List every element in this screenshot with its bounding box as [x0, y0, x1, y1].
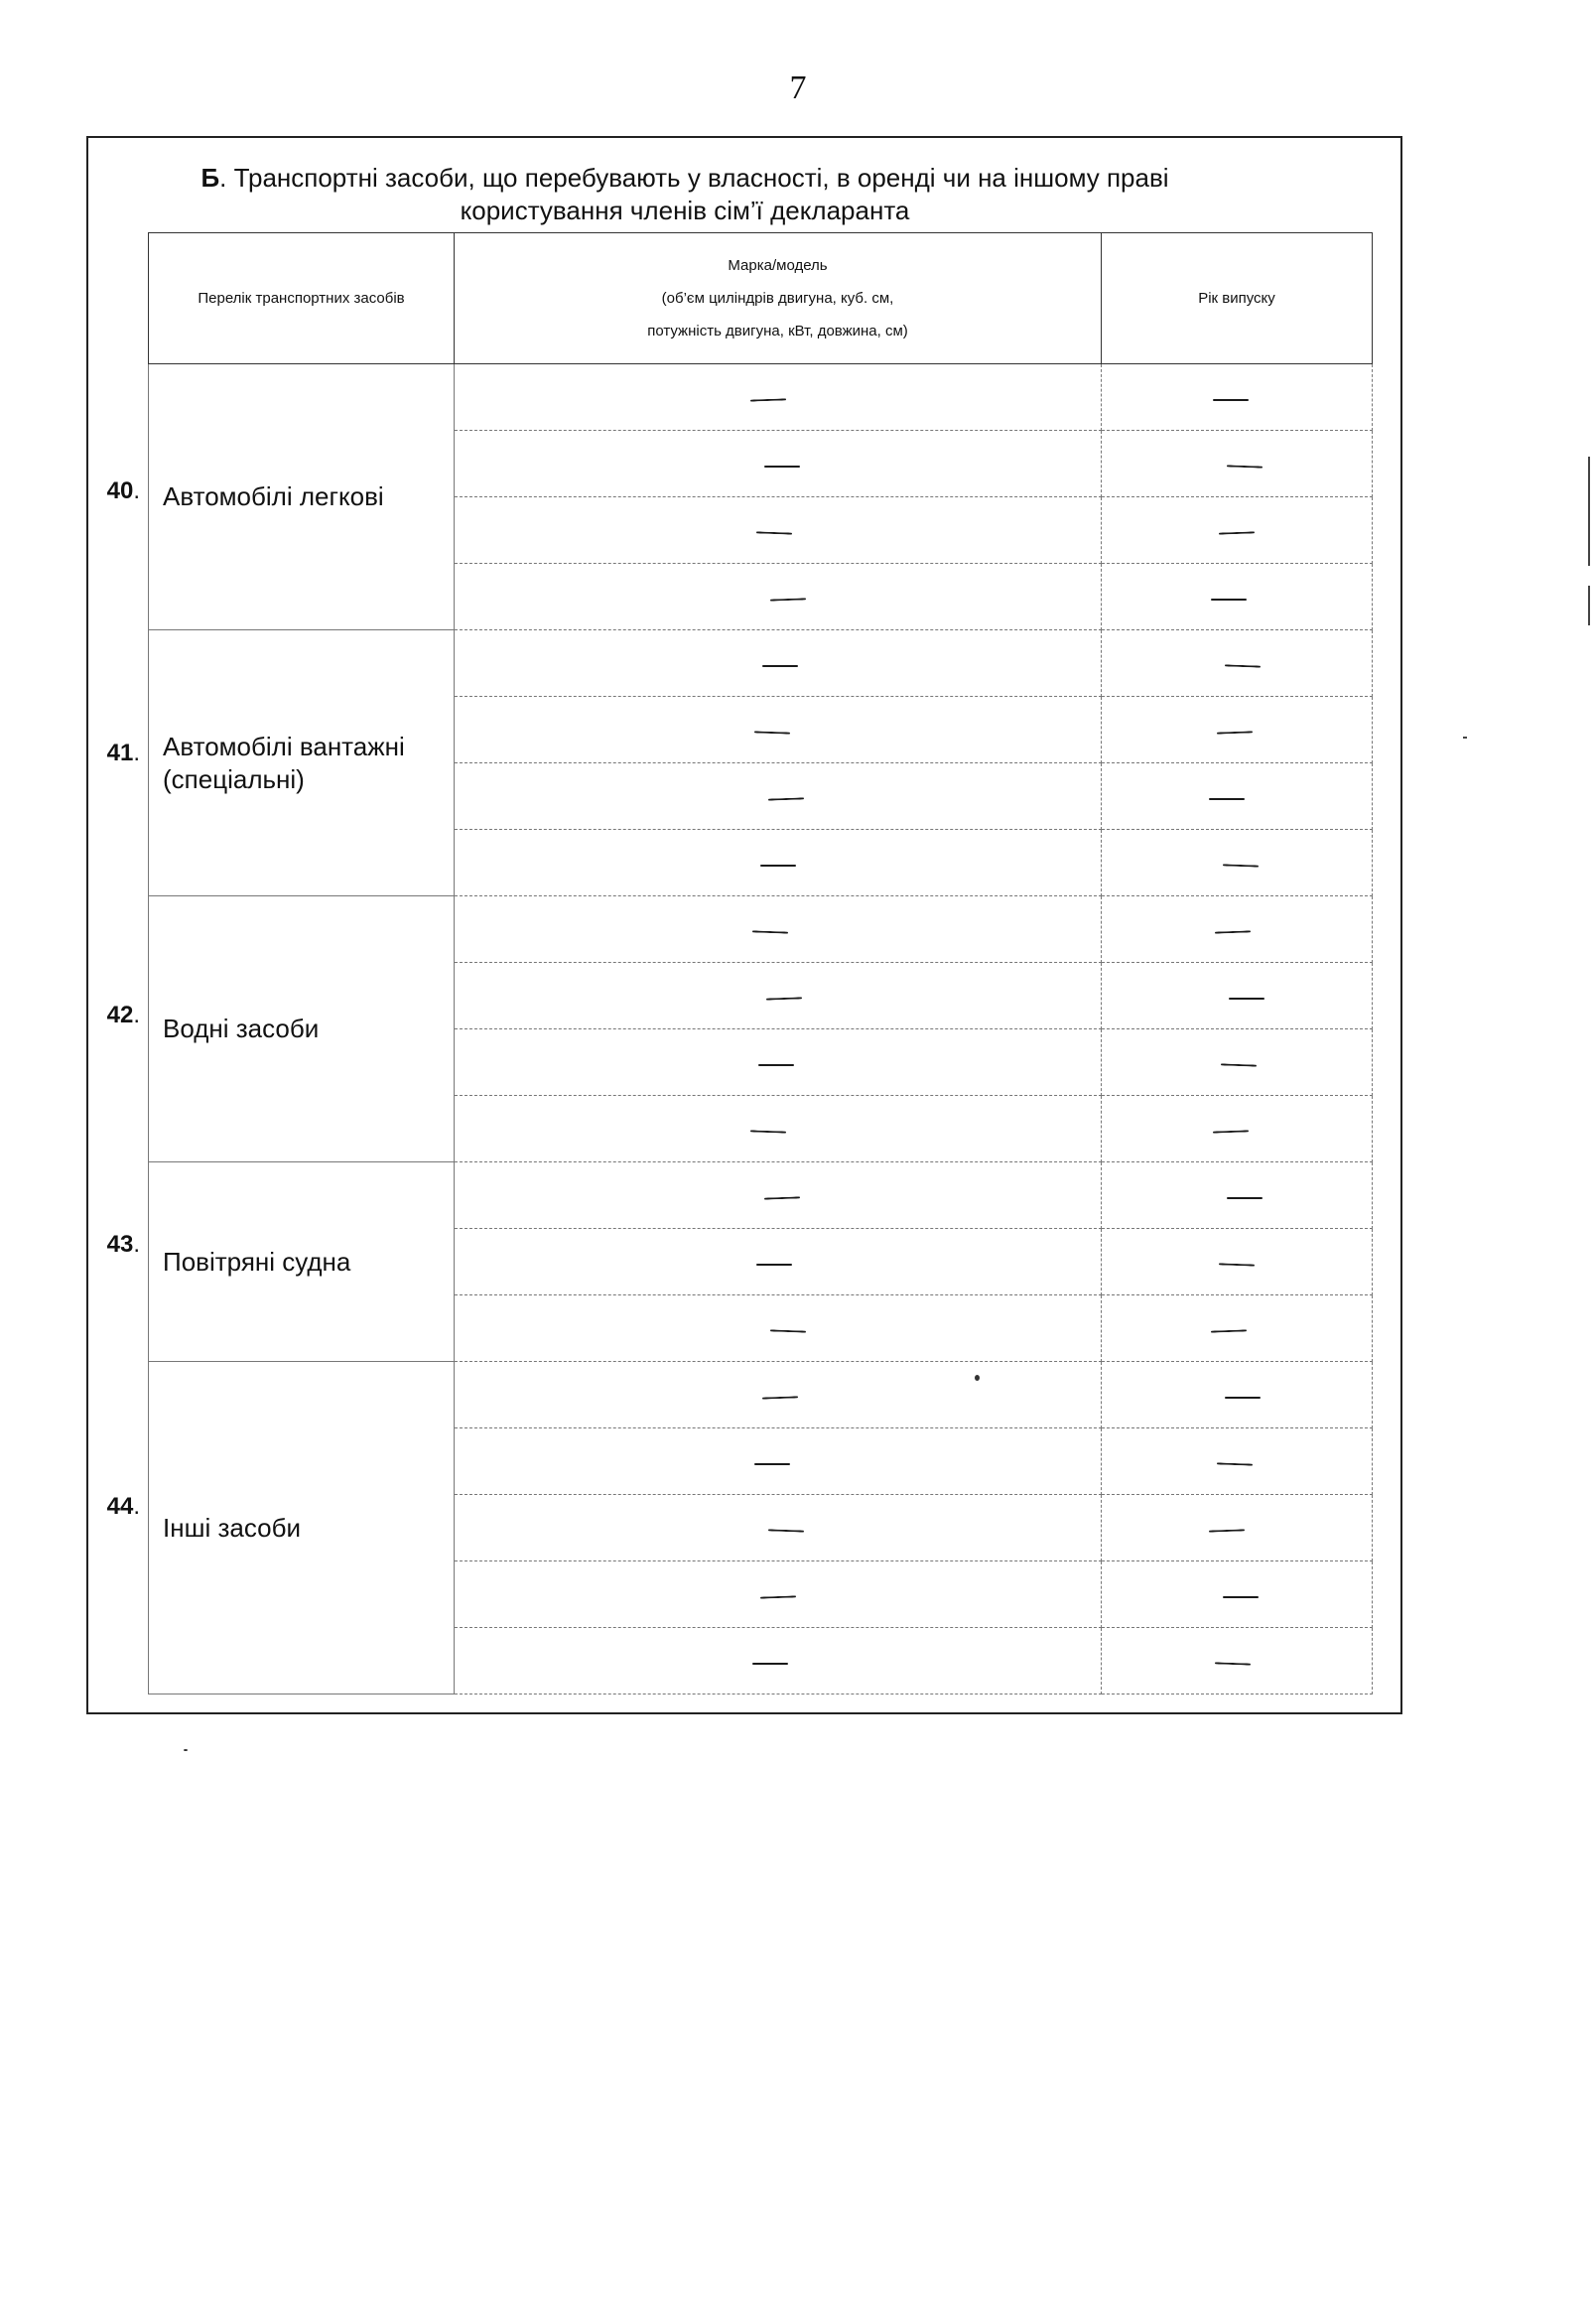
scan-speck	[184, 1749, 188, 1751]
empty-dash	[1219, 531, 1255, 534]
model-cell	[455, 1362, 1102, 1428]
model-cell	[455, 1096, 1102, 1162]
empty-dash	[1225, 1397, 1261, 1399]
year-cell	[1102, 497, 1373, 564]
year-cell	[1102, 1295, 1373, 1362]
empty-dash	[769, 1329, 805, 1332]
model-cell	[455, 364, 1102, 431]
section-title-text: . Транспортні засоби, що перебувають у власності, в оренді чи на іншому праві користування членів сім’ї декларанта	[219, 163, 1169, 225]
empty-dash	[760, 865, 796, 867]
empty-dash	[1209, 798, 1245, 800]
model-cell	[455, 564, 1102, 630]
model-cell	[455, 1561, 1102, 1628]
row-number-dot: .	[133, 740, 140, 766]
year-cell	[1102, 697, 1373, 763]
empty-dash	[1213, 399, 1249, 401]
empty-dash	[1229, 998, 1264, 1000]
table-row	[149, 1162, 1373, 1229]
row-number-value: 43	[106, 1231, 134, 1258]
model-cell	[455, 830, 1102, 896]
category-label: Інші засоби	[149, 1362, 455, 1694]
model-cell	[455, 1229, 1102, 1295]
empty-dash	[1211, 599, 1247, 601]
header-model-line: (об’єм циліндрів двигуна, куб. см,	[661, 290, 894, 307]
row-number	[95, 740, 140, 767]
category-label: Водні засоби	[149, 896, 455, 1162]
empty-dash	[767, 1529, 803, 1532]
empty-dash	[764, 466, 800, 468]
row-number-dot: .	[133, 477, 140, 504]
model-cell	[455, 896, 1102, 963]
empty-dash	[752, 1663, 788, 1665]
empty-dash	[1221, 1063, 1257, 1066]
empty-dash	[1215, 930, 1251, 933]
year-cell	[1102, 896, 1373, 963]
table-row	[149, 630, 1373, 697]
year-cell	[1102, 1162, 1373, 1229]
table-row	[149, 364, 1373, 431]
empty-dash	[749, 398, 785, 401]
empty-dash	[767, 797, 803, 800]
empty-dash	[1223, 1596, 1259, 1598]
empty-dash	[769, 598, 805, 601]
empty-dash	[1217, 731, 1253, 734]
model-cell	[455, 1295, 1102, 1362]
margin-mark	[1588, 457, 1590, 566]
year-cell	[1102, 1495, 1373, 1561]
header-model-line: потужність двигуна, кВт, довжина, см)	[647, 323, 908, 339]
table-row	[149, 896, 1373, 963]
empty-dash	[761, 1396, 797, 1399]
header-model	[455, 233, 1102, 364]
row-number-value: 40	[106, 477, 134, 504]
vehicles-table	[148, 232, 1373, 1694]
margin-mark	[1588, 586, 1590, 625]
category-label: Автомобілі вантажні (спеціальні)	[149, 630, 455, 896]
row-number	[95, 1231, 140, 1259]
model-cell	[455, 431, 1102, 497]
year-cell	[1102, 830, 1373, 896]
margin-mark	[1463, 737, 1467, 739]
header-model-line: Марка/модель	[728, 257, 828, 274]
category-label: Повітряні судна	[149, 1162, 455, 1362]
row-number-value: 41	[106, 740, 134, 766]
year-cell	[1102, 630, 1373, 697]
empty-dash	[755, 531, 791, 534]
empty-dash	[1215, 1662, 1251, 1665]
empty-dash	[765, 997, 801, 1000]
empty-dash	[751, 930, 787, 933]
row-number-dot: .	[133, 1002, 140, 1028]
row-number	[95, 477, 140, 505]
empty-dash	[758, 1064, 794, 1066]
empty-dash	[753, 731, 789, 734]
empty-dash	[1227, 465, 1263, 468]
model-cell	[455, 1628, 1102, 1694]
empty-dash	[762, 665, 798, 667]
empty-dash	[749, 1130, 785, 1133]
row-number-dot: .	[133, 1231, 140, 1258]
table-body	[149, 364, 1373, 1694]
model-cell	[455, 497, 1102, 564]
year-cell	[1102, 1096, 1373, 1162]
section-letter: Б	[200, 163, 220, 193]
table-header-row	[149, 233, 1373, 364]
year-cell	[1102, 564, 1373, 630]
model-cell	[455, 697, 1102, 763]
year-cell	[1102, 1428, 1373, 1495]
category-label: Автомобілі легкові	[149, 364, 455, 630]
empty-dash	[1219, 1263, 1255, 1266]
row-number-dot: .	[133, 1493, 140, 1520]
empty-dash	[1213, 1130, 1249, 1133]
model-cell	[455, 630, 1102, 697]
header-vehicle-list: Перелік транспортних засобів	[149, 233, 455, 364]
model-cell	[455, 963, 1102, 1029]
year-cell	[1102, 1362, 1373, 1428]
empty-dash	[1211, 1329, 1247, 1332]
empty-dash	[759, 1595, 795, 1598]
model-cell	[455, 763, 1102, 830]
empty-dash	[1227, 1197, 1263, 1199]
row-number	[95, 1002, 140, 1029]
section-title	[149, 162, 1221, 227]
empty-dash	[1225, 664, 1261, 667]
year-cell	[1102, 431, 1373, 497]
scan-speck	[975, 1375, 980, 1381]
row-number	[95, 1493, 140, 1521]
year-cell	[1102, 963, 1373, 1029]
model-cell	[455, 1428, 1102, 1495]
page-number: 7	[789, 69, 807, 106]
year-cell	[1102, 1561, 1373, 1628]
empty-dash	[1209, 1529, 1245, 1532]
empty-dash	[1223, 864, 1259, 867]
empty-dash	[756, 1264, 792, 1266]
model-cell	[455, 1162, 1102, 1229]
row-number-value: 42	[106, 1002, 134, 1028]
model-cell	[455, 1029, 1102, 1096]
year-cell	[1102, 364, 1373, 431]
table-row	[149, 1362, 1373, 1428]
year-cell	[1102, 763, 1373, 830]
empty-dash	[754, 1463, 790, 1465]
empty-dash	[1217, 1462, 1253, 1465]
year-cell	[1102, 1029, 1373, 1096]
empty-dash	[763, 1196, 799, 1199]
year-cell	[1102, 1229, 1373, 1295]
header-year: Рік випуску	[1102, 233, 1373, 364]
row-number-value: 44	[106, 1493, 134, 1520]
year-cell	[1102, 1628, 1373, 1694]
model-cell	[455, 1495, 1102, 1561]
